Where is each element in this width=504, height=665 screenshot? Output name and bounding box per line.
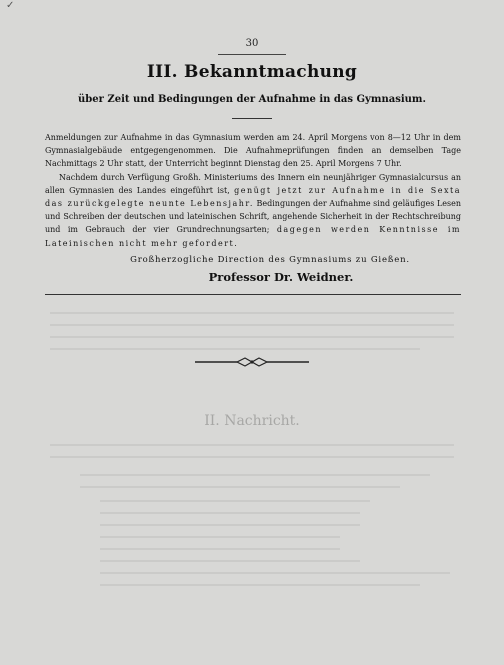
paragraph-text: Nachdem durch Verfügung Großh. Ministeriums des Innern ein neunjähriger Gymnasialcursus an allen Gymnasien des Landes eingeführt ist, — [45, 172, 461, 195]
divider — [232, 118, 272, 119]
signature-institution: Großherzogliche Direction des Gymnasiums zu Gießen. — [130, 255, 410, 265]
emphasized-text: dagegen werden Kenntnisse im Lateinischen nicht mehr gefordert. — [45, 225, 461, 248]
paragraph: Anmeldungen zur Aufnahme in das Gymnasium werden am 24. April Morgens von 8—12 Uhr in dem Gymnasialgebäude entgegengenommen. Die Aufnahmeprüfungen finden an demselben Tage Nachmittags 2 Uhr statt, der Unterricht beginnt Dienstag den 25. April Morgens 7 Uhr. — [45, 133, 461, 169]
divider — [45, 294, 461, 295]
emphasized-text: genügt jetzt zur Aufnahme in die Sexta das zurückgelegte neunte Lebensjahr. — [45, 185, 462, 209]
subtitle: über Zeit und Bedingungen der Aufnahme in das Gymnasium. — [78, 94, 426, 105]
bleed-through-heading: II. Nachricht. — [204, 413, 300, 429]
paragraph — [45, 171, 461, 250]
divider — [218, 54, 286, 55]
signature-name: Professor Dr. Weidner. — [208, 270, 354, 284]
paragraph-text: Bedingungen der Aufnahme sind geläufiges Lesen und Schreiben der deutschen und lateinischen Schrift, angehende Sicherheit in der Rechtschreibung und im Gebrauch der vier Grundrechnungsarten; — [45, 199, 461, 235]
ornament-divider-icon — [195, 355, 309, 369]
page-title: III. Bekanntmachung — [146, 62, 358, 82]
body-text — [45, 131, 461, 250]
bleed-through-texture — [40, 305, 464, 605]
corner-mark-icon: ✓ — [6, 0, 15, 11]
page-number: 30 — [245, 38, 259, 49]
